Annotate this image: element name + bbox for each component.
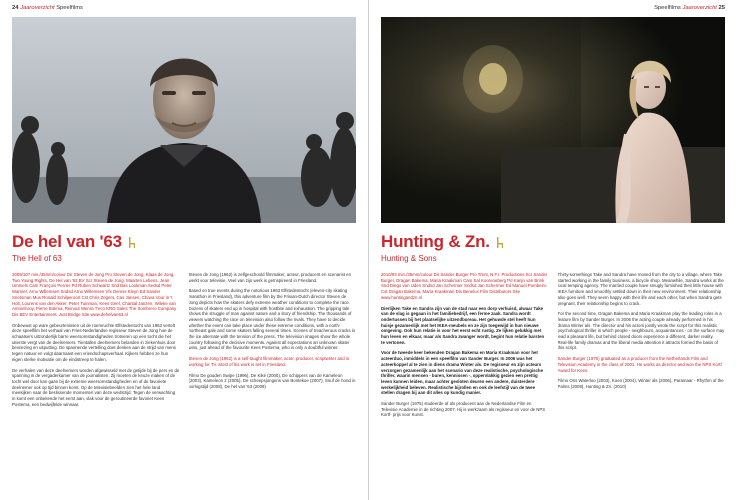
folio-left <box>12 5 83 11</box>
film-title <box>381 232 725 252</box>
director-bio-nl: Steven de Jong (1962) is zelfgeschoold filmmaker, acteur, producent en scenarist en werkt voor televisie. Veel van zijn werk is geïnspireerd in Friesland. <box>188 272 351 283</box>
synopsis-nl: Dierlijken Take en Sandra zijn van de stad naar een dorp verhuisd, alwaar Take van de slag is gegaan in het familiebedrijf, een ferme zaak. Sandra wordt ondertussen bij het plaatselijke uitzendbureau. Het gehuwde stel heeft hun huisje gezamenlijk met het IKEA-meubels en ze zijn toegewijd in hun nieuwe omgeving. Ook hun relatie is voor het eerst echt rustig. Ze lijken gelukkig met hun leven en elkaar, maar als Sandra zwanger wordt, begint hun relatie barsten te vertonen. <box>381 305 545 345</box>
section-name: Jaaroverzicht <box>682 5 717 11</box>
film-still-hel-van-63 <box>12 17 356 223</box>
column-2 <box>189 272 357 496</box>
film-title-text: Hunting & Zn. <box>381 232 490 251</box>
film-title-text: De hel van '63 <box>12 232 122 251</box>
column-1 <box>381 272 549 496</box>
film-header-right <box>381 232 725 263</box>
synopsis-en: Thirty-somethings Take and Sandra have moved from the city to a village, where Take started working in the family business, a bicycle shop. Meanwhile, Sandra works at the local temping agency. The married couple have smugly furnished their little house with IKEA furniture and smoothly settled down in their new environment. Their relationship also goes well. They seem happy with their life and each other, but when Sandra gets pregnant, their relationship begins to crack. <box>557 272 724 306</box>
synopsis-nl-2: Voor de tweede keer bekenden Dragan Bakema en Maria Kraakman voor het acteerduo, inmiddels in een speelfilm van Sander Burger. In 2006 was het acteerkoppel al te zien in diens drama Winter als. De regisseur en zijn acteurs verzorgen gezamenlijk aan het scenario van deze realistische, psychologische thriller, waarin mensen - buren, kennissen -, oppervlakkig gezien een prettig leven kunnen leiden, maar achter gesloten deuren een andere, duisterdere werkelijkheid beleven. Realistische bijrollen en ook de leefstijl van de twee stellen dragen bij aan dit alles op kundig manier. <box>381 350 543 396</box>
text-columns-left <box>12 272 356 496</box>
film-title <box>12 232 356 252</box>
synopsis-en: Based on true events during the notorious 1963 Elfstedentocht (eleven-city skating marathon in Friesland), this adventure film by the Frisian-Dutch director Steven de Jong depicts how the skaters defy extreme weather conditions to complete the race. Dozens of skaters end up in hospital with frostbite and exhaustion. The gripping tale shows the struggle of man against nature and a story of friendship. The thousands of viewers watching the race on television also follow the rivals. They have to decide whether the event can take place under these extreme conditions, with a north-northeast gale and some skaters falling several times. Scenes of treacherous cracks in the ice alternate with the tension of the press. The television images show the whole country following the decisive moments. Against all expectations an unknown skater wins, just ahead of the favourite Kees Posterna, who is only a doubtful winner. <box>188 288 356 351</box>
film-still-hunting-zn <box>381 17 725 223</box>
page-number: 24 <box>12 5 19 11</box>
section-name: Jaaroverzicht <box>20 5 55 11</box>
left-page <box>0 0 368 500</box>
filmography: Filmo De gouden Swipe (1996), De Kiké (2000), De schippers van de Kameleon (2003), Kameleon 2 (2005), De scheepsjongens van Bontekoe (2007), Snuf de hond in oorlogstijd (2008), De hel van '63 (2009) <box>188 372 356 389</box>
chair-icon <box>496 237 504 248</box>
column-2 <box>558 272 726 496</box>
text-columns-right <box>381 272 725 496</box>
film-subtitle: Hunting & Sons <box>381 254 437 263</box>
column-1 <box>12 272 180 496</box>
credits: 2009/107 min./35mm/colour Dir Steven de Jong Pro Steven de Jong, Klaas de Jong, Two Young Rights, De Hel van '63 BV Scr Steven de Jong, Maarten Lebens, Jean Ummels Cam François Perrier Pd Ruben Schwartz Snd Bas Lookman Sedsd Peter Warnier, Arno Willemsen Sndsd Arno Willemsen Vfx Dennis Kleyn Ed Sander Snetsman Mus Ronald Schilperoort Cst Chris Zegers, Cas Jansen, Chava Voor in 't Holt, Lourens van den Akker, Peter Tuinman, Kees Geel, Chantal Janzen, Wileke van Ammelrooy, Pierre Bokma, Reinout Wenra TVco KRO Sales The Sombrero Company Dis BEV Entertainment, Just Bridge Site www.dehelvan63.nl <box>12 272 177 317</box>
film-header-left <box>12 232 356 263</box>
synopsis-nl-2: De verhalen van deze deelnemers worden afgewisseld met de getijde bij de pers en de spanning in de vergaderkamer van de journalisten. Zij moeten de keuze maken of de tocht wel door kan gaan bij de extreme weersomstandigheden en of de favoriete deelnemer ook op tijd binnen komt. Op de televisiebeelden zien het hele land meekijken naar de beslissende momenten van deze wedstrijd. Tegen de verwachting in komt een onbekende het eerst aan, vlak voor de geroutineerde favoriet Kees Posterna, een bedwijfelde winnaar. <box>12 367 180 407</box>
chair-icon <box>128 237 136 248</box>
credits: 2010/93 min./35mm/colour Dir Sander Burger Pro Trent, N.F.I. Productions Scr Sander Burger, Dragan Bakema, Maria Kraakman Cam Sal Kooreneberg Pd Karijn van Brink Snd Diego van Uden Sndsd Jan Schermer Sndsd Jan Schermer Ed Manuel Pombeiro Cst Dragan Bakema, Maria Kraakman Dis Benelux Film Distributors Site www.huntingandzn.nl <box>381 272 548 300</box>
right-page <box>369 0 737 500</box>
folio-right <box>654 5 725 11</box>
film-subtitle: The Hell of 63 <box>12 254 62 263</box>
category-name: Speelfilms <box>56 5 83 11</box>
synopsis-en-2: For the second time, Dragan Bakema and Maria Kraakman play the leading roles in a feature film by Sander Burger. In 2006 the acting couple already performed in his drama Winter als. The director and his actors jointly wrote the script for this realistic psychological thriller in which people - neighbours, acquaintances - on the surface may lead a pleasant life, but behind closed doors experience a different, darker reality. Real-life family dramas and the liberal media attention it attracts formed the basis of this script. <box>557 311 725 351</box>
filmography: Filmo Ons Waterloo (2003), Koen (2004), Winter als (2006), Paramaar - Rhythm of the Palms (2008), Hunting & Zn. (2010) <box>557 378 724 389</box>
page-number: 25 <box>718 5 725 11</box>
category-name: Speelfilms <box>654 5 681 11</box>
synopsis-nl: Onbewust op ware gebeurtenissen uit de roemruchte Elfstedentocht van 1963 vertelt deze speelfilm het verhaal van Fries-Nederlandse regisseur Steven de Jong hoe de schaatsers uitzonderlijk barre weersomstandigheden trotseren op een tocht die het uiterste vergt van de deelnemers. Tientallen deelnemers belanden in ziekenhuis door bevriezing en uitputting. De spannende vertelling doet denken aan de strijd van mens tegen natuur en volgt daarnaast een vriendschapsverhaal. Kijkers hebben ze hun eigen sterke motivatie om de eindstreep te halen. <box>12 322 176 362</box>
director-bio-nl: Sander Burger (1975) studeerde af als producent aan de Nederlandse Film en Televisie Academie in de richting 2007. Hij is werkzaam als regisseur en voor de NPS Kortf- prijs voor Kunst. <box>381 401 546 418</box>
director-bio-en: Steven de Jong (1962) is a self-taught filmmaker, actor, producer, scriptwriter and is working for TV. Most of his work is set in Friesland. <box>188 356 350 367</box>
director-bio-en: Sander Burger (1975) graduated as a producer from the Netherlands Film and Television Academy in the class of 2001. He works as director and won the NPS Kortf Award for Kees. <box>557 356 722 373</box>
